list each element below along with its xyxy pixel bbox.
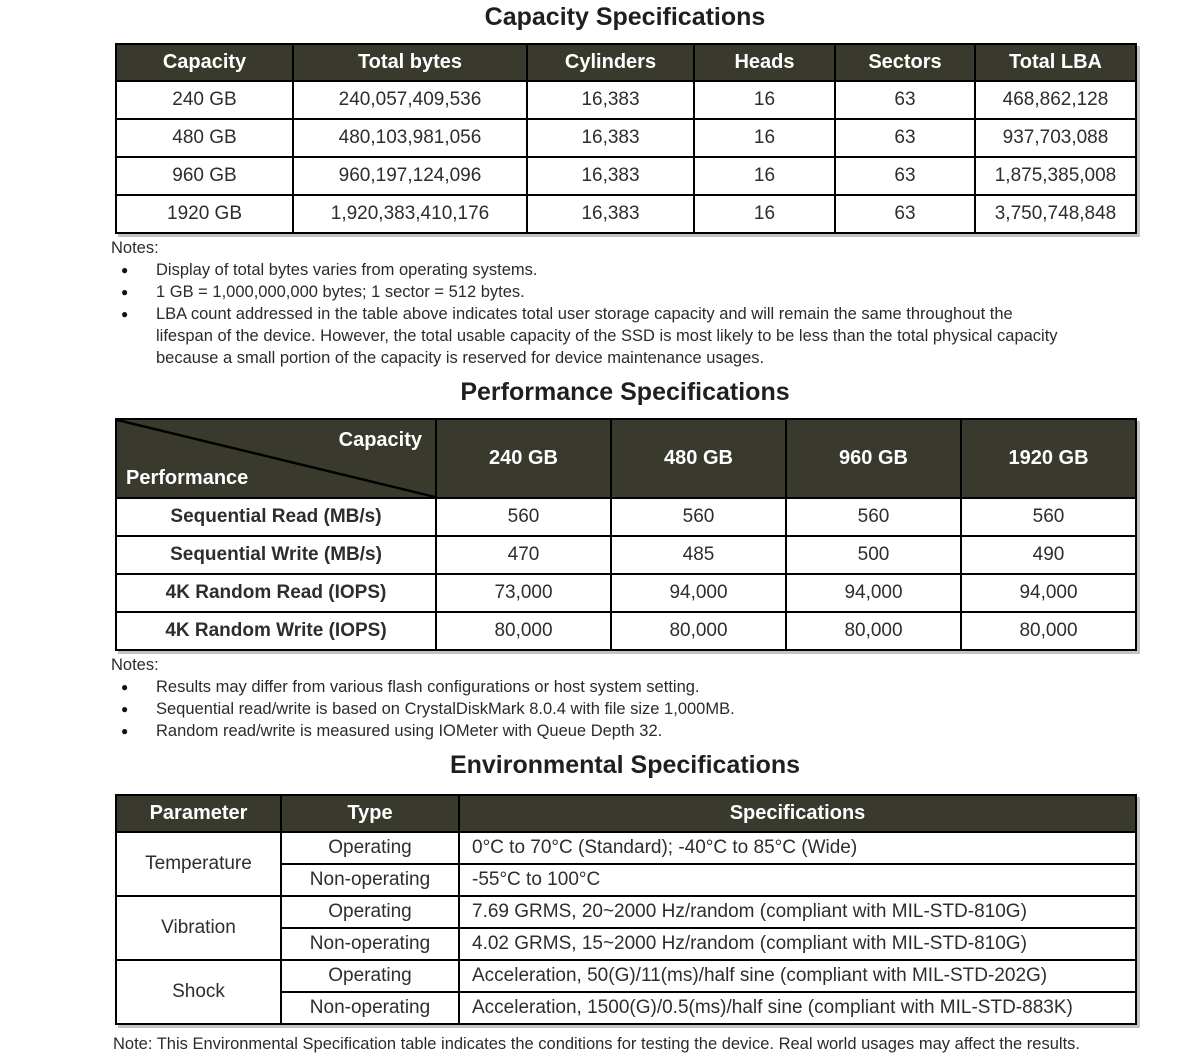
table-cell: 80,000 — [786, 612, 961, 650]
capacity-notes — [111, 237, 1200, 369]
environmental-header-row — [116, 795, 1136, 832]
table-cell: 16,383 — [527, 157, 694, 195]
capacity-section-title: Capacity Specifications — [484, 3, 766, 31]
environmental-footnote: Note: This Environmental Specification table indicates the conditions for testing the device. Real world usages may affect the results. — [113, 1035, 1080, 1053]
table-cell: 16,383 — [527, 195, 694, 233]
bullet-icon: ● — [121, 680, 129, 694]
table-cell: 80,000 — [611, 612, 786, 650]
table-cell: 16 — [694, 81, 835, 119]
table-cell: 240,057,409,536 — [293, 81, 527, 119]
type-cell: Operating — [281, 896, 459, 928]
table-row — [116, 157, 1136, 195]
corner-label-capacity: Capacity — [338, 429, 422, 451]
note-text: Results may differ from various flash configurations or host system setting. — [156, 678, 700, 696]
list-item — [111, 281, 1111, 303]
type-cell: Non-operating — [281, 992, 459, 1024]
list-item — [111, 259, 1111, 281]
row-label-4k-random-write: 4K Random Write (IOPS) — [116, 612, 436, 650]
type-cell: Non-operating — [281, 864, 459, 896]
column-header-total-bytes: Total bytes — [293, 44, 527, 81]
table-cell: 560 — [611, 498, 786, 536]
table-cell: 16 — [694, 157, 835, 195]
bullet-icon: ● — [121, 702, 129, 716]
spec-cell: -55°C to 100°C — [459, 864, 1136, 896]
table-cell: 16,383 — [527, 119, 694, 157]
table-cell: 1920 GB — [116, 195, 293, 233]
note-text: LBA count addressed in the table above indicates total user storage capacity and will remain the same throughout the lifespan of the device. However, the total usable capacity of the SSD is most likely to be less than the total physical capacity because a small portion of the capacity is reserved for device maintenance usages. — [156, 305, 1058, 367]
type-cell: Operating — [281, 960, 459, 992]
list-item — [111, 303, 1069, 369]
table-cell: 240 GB — [116, 81, 293, 119]
type-cell: Non-operating — [281, 928, 459, 960]
column-header-capacity: Capacity — [116, 44, 293, 81]
table-row — [116, 81, 1136, 119]
note-text: 1 GB = 1,000,000,000 bytes; 1 sector = 512 bytes. — [156, 283, 525, 301]
column-header-cylinders: Cylinders — [527, 44, 694, 81]
column-header-parameter: Parameter — [116, 795, 281, 832]
table-cell: 960 GB — [116, 157, 293, 195]
table-cell: 560 — [786, 498, 961, 536]
row-label-seq-read: Sequential Read (MB/s) — [116, 498, 436, 536]
list-item — [111, 698, 1111, 720]
table-cell: 80,000 — [961, 612, 1136, 650]
performance-table — [115, 418, 1137, 651]
table-row — [116, 574, 1136, 612]
table-cell: 500 — [786, 536, 961, 574]
performance-notes — [111, 654, 1200, 742]
environmental-table — [115, 794, 1137, 1025]
note-text: Sequential read/write is based on CrystalDiskMark 8.0.4 with file size 1,000MB. — [156, 700, 735, 718]
capacity-header-row — [116, 44, 1136, 81]
type-cell: Operating — [281, 832, 459, 864]
table-cell: 16 — [694, 119, 835, 157]
table-cell: 63 — [835, 81, 975, 119]
performance-header-row — [116, 419, 1136, 498]
row-label-4k-random-read: 4K Random Read (IOPS) — [116, 574, 436, 612]
column-header-type: Type — [281, 795, 459, 832]
column-header-240gb: 240 GB — [436, 419, 611, 498]
table-cell: 560 — [436, 498, 611, 536]
bullet-icon: ● — [121, 724, 129, 738]
table-cell: 94,000 — [611, 574, 786, 612]
table-row — [116, 498, 1136, 536]
list-item — [111, 720, 1111, 742]
notes-label: Notes: — [111, 656, 159, 674]
table-cell: 480,103,981,056 — [293, 119, 527, 157]
column-header-sectors: Sectors — [835, 44, 975, 81]
table-row — [116, 119, 1136, 157]
parameter-cell-shock: Shock — [116, 960, 281, 1024]
table-row — [116, 536, 1136, 574]
column-header-specifications: Specifications — [459, 795, 1136, 832]
table-cell: 16 — [694, 195, 835, 233]
column-header-heads: Heads — [694, 44, 835, 81]
table-cell: 73,000 — [436, 574, 611, 612]
column-header-480gb: 480 GB — [611, 419, 786, 498]
spec-cell: Acceleration, 50(G)/11(ms)/half sine (compliant with MIL-STD-202G) — [459, 960, 1136, 992]
notes-label: Notes: — [111, 239, 159, 257]
performance-section-title: Performance Specifications — [460, 378, 790, 406]
table-row — [116, 612, 1136, 650]
table-cell: 63 — [835, 195, 975, 233]
table-row — [116, 960, 1136, 992]
table-cell: 485 — [611, 536, 786, 574]
spec-cell: 7.69 GRMS, 20~2000 Hz/random (compliant with MIL-STD-810G) — [459, 896, 1136, 928]
table-cell: 63 — [835, 157, 975, 195]
table-cell: 94,000 — [786, 574, 961, 612]
bullet-icon: ● — [121, 307, 129, 321]
capacity-table — [115, 43, 1137, 234]
diagonal-corner-cell — [116, 419, 436, 498]
parameter-cell-vibration: Vibration — [116, 896, 281, 960]
corner-label-performance: Performance — [126, 467, 249, 489]
spec-cell: 0°C to 70°C (Standard); -40°C to 85°C (Wide) — [459, 832, 1136, 864]
spec-cell: 4.02 GRMS, 15~2000 Hz/random (compliant with MIL-STD-810G) — [459, 928, 1136, 960]
bullet-icon: ● — [121, 263, 129, 277]
table-cell: 3,750,748,848 — [975, 195, 1136, 233]
table-cell: 560 — [961, 498, 1136, 536]
table-cell: 490 — [961, 536, 1136, 574]
column-header-960gb: 960 GB — [786, 419, 961, 498]
column-header-total-lba: Total LBA — [975, 44, 1136, 81]
table-cell: 960,197,124,096 — [293, 157, 527, 195]
table-cell: 470 — [436, 536, 611, 574]
spec-cell: Acceleration, 1500(G)/0.5(ms)/half sine (compliant with MIL-STD-883K) — [459, 992, 1136, 1024]
table-cell: 63 — [835, 119, 975, 157]
list-item — [111, 676, 1111, 698]
parameter-cell-temperature: Temperature — [116, 832, 281, 896]
row-label-seq-write: Sequential Write (MB/s) — [116, 536, 436, 574]
table-cell: 80,000 — [436, 612, 611, 650]
note-text: Random read/write is measured using IOMeter with Queue Depth 32. — [156, 722, 663, 740]
table-cell: 1,875,385,008 — [975, 157, 1136, 195]
note-text: Display of total bytes varies from operating systems. — [156, 261, 538, 279]
table-cell: 937,703,088 — [975, 119, 1136, 157]
bullet-icon: ● — [121, 285, 129, 299]
table-cell: 480 GB — [116, 119, 293, 157]
column-header-1920gb: 1920 GB — [961, 419, 1136, 498]
table-row — [116, 896, 1136, 928]
table-cell: 468,862,128 — [975, 81, 1136, 119]
table-cell: 16,383 — [527, 81, 694, 119]
table-row — [116, 832, 1136, 864]
table-row — [116, 195, 1136, 233]
table-cell: 94,000 — [961, 574, 1136, 612]
table-cell: 1,920,383,410,176 — [293, 195, 527, 233]
environmental-section-title: Environmental Specifications — [449, 751, 801, 779]
